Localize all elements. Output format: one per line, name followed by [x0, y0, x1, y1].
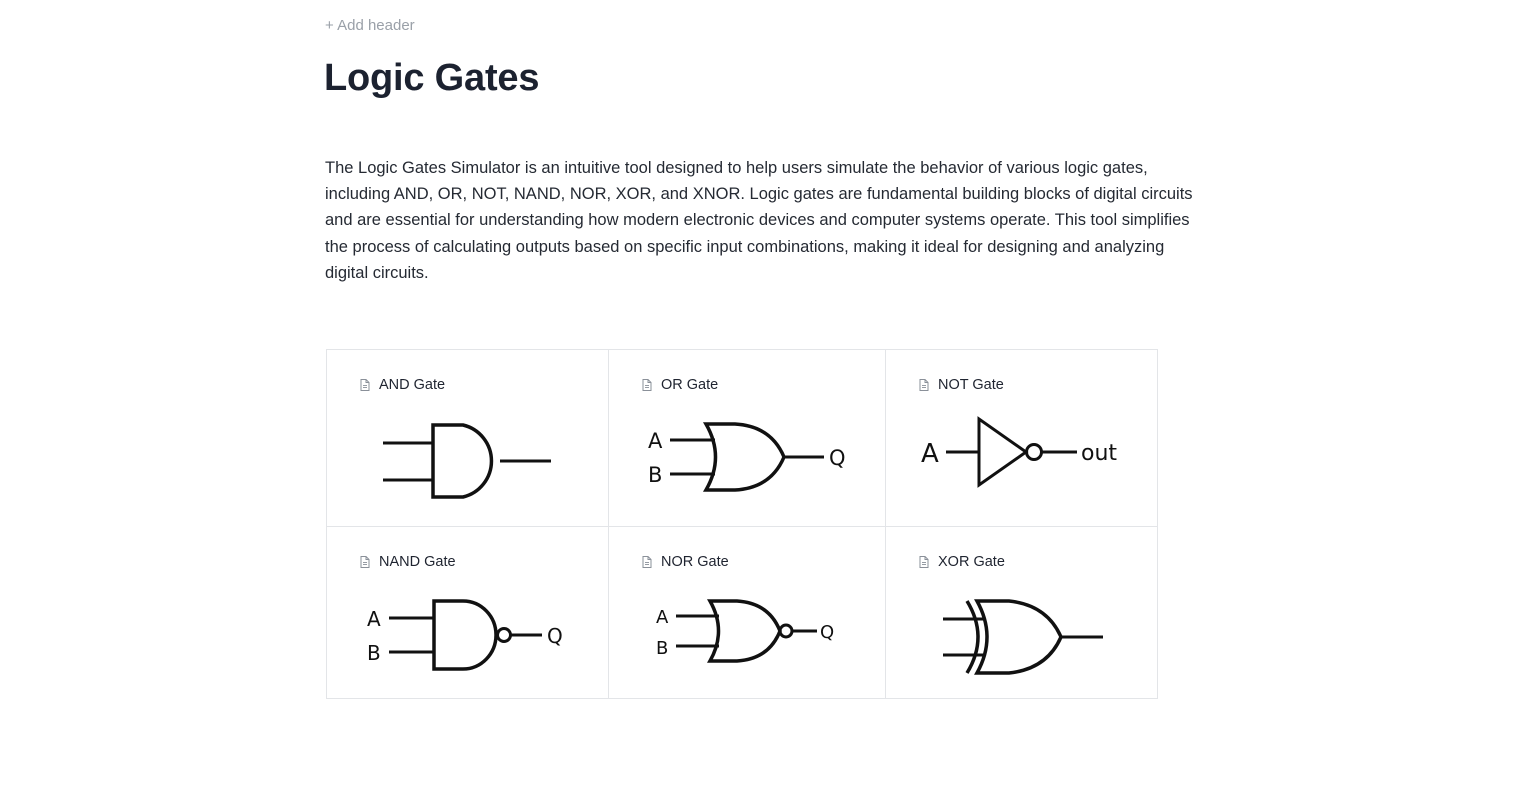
gallery-card-nor-gate[interactable]: [608, 526, 885, 698]
input-a-label: A: [648, 429, 663, 453]
card-title-label: NAND Gate: [379, 554, 456, 570]
card-title-label: OR Gate: [661, 377, 719, 393]
output-q-label: Q: [829, 446, 846, 470]
output-out-label: out: [1081, 441, 1118, 466]
doc-icon: [640, 378, 654, 392]
nor-gate-image: [653, 597, 853, 667]
input-a-label: A: [656, 607, 669, 628]
and-gate-image: [379, 420, 554, 500]
gallery-grid: [326, 349, 1158, 699]
page-title: Logic Gates: [324, 57, 540, 99]
card-title: [640, 376, 718, 394]
card-title: [917, 376, 1004, 394]
not-gate-image: [918, 416, 1148, 490]
gallery-card-nand-gate[interactable]: [327, 526, 608, 698]
gallery-card-xor-gate[interactable]: [885, 526, 1157, 698]
add-header-button[interactable]: + Add header: [325, 17, 415, 34]
input-a-label: A: [921, 439, 939, 469]
doc-icon: [640, 555, 654, 569]
card-title: [640, 553, 729, 571]
card-title-label: NOR Gate: [661, 554, 729, 570]
output-q-label: Q: [547, 624, 563, 648]
input-a-label: A: [367, 607, 381, 631]
page-description: The Logic Gates Simulator is an intuitive tool designed to help users simulate the behavior of various logic gates, including AND, OR, NOT, NAND, NOR, XOR, and XNOR. Logic gates are fundamental building blocks of digital circuits and are essential for understanding how modern electronic devices and computer systems operate. This tool simplifies the process of calculating outputs based on specific input combinations, making it ideal for designing and analyzing digital circuits.: [325, 159, 1193, 282]
xor-gate-image: [939, 597, 1109, 677]
input-b-label: B: [656, 638, 669, 659]
card-title: [358, 376, 445, 394]
doc-icon: [358, 378, 372, 392]
card-title-label: AND Gate: [379, 377, 446, 393]
output-q-label: Q: [820, 622, 835, 643]
card-title-label: NOT Gate: [938, 377, 1004, 393]
doc-icon: [358, 555, 372, 569]
or-gate-image: [643, 420, 858, 500]
doc-icon: [917, 555, 931, 569]
nand-gate-image: [365, 597, 575, 673]
doc-icon: [917, 378, 931, 392]
input-b-label: B: [648, 463, 663, 487]
gallery-card-or-gate[interactable]: [608, 350, 885, 526]
gallery-card-and-gate[interactable]: [327, 350, 608, 526]
card-title: [917, 553, 1005, 571]
card-title: [358, 553, 456, 571]
gallery-card-not-gate[interactable]: [885, 350, 1157, 526]
input-b-label: B: [367, 641, 381, 665]
card-title-label: XOR Gate: [938, 554, 1005, 570]
